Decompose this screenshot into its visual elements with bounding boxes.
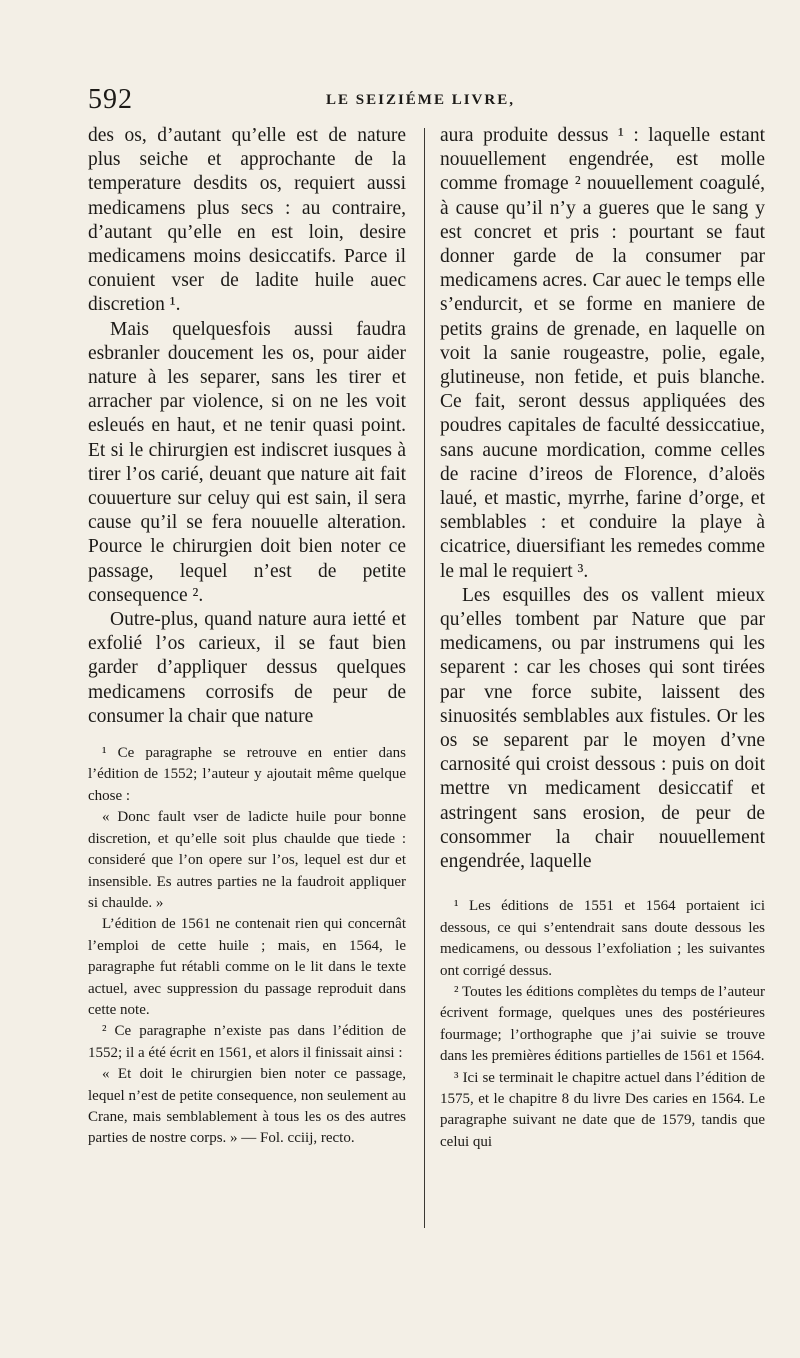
body-paragraph: Outre-plus, quand nature aura ietté et exfolié l’os carieux, il se faut bien garder d’appliquer dessus quelques medicamens corrosifs de peur de consumer la chair que nature	[88, 609, 406, 727]
left-footnotes	[88, 743, 406, 1150]
right-body-text	[440, 124, 765, 874]
right-footnotes	[440, 896, 765, 1153]
footnote: ¹ Ce paragraphe se retrouve en entier dans l’édition de 1552; l’auteur y ajoutait même quelque chose :	[88, 745, 406, 804]
body-paragraph: aura produite dessus ¹ : laquelle estant nouuellement engendrée, est molle comme fromage ² nouuellement coagulé, à cause qu’il n’y a gueres que le sang y est concret et pris : pourtant se faut donner garde de la consumer par medicamens acres. Car auec le temps elle s’endurcit, et se forme en maniere de petits grains de grenade, en laquelle on voit la sanie rougeastre, polie, egale, glutineuse, non fetide, et puis blanche. Ce fait, seront dessus appliquées des poudres capitales de faculté dessiccatiue, sans aucune mordication, comme celles de racine d’ireos de Florence, d’aloës laué, et mastic, myrrhe, farine d’orge, et semblables : et conduire la playe à cicatrice, diuersifiant les remedes comme le mal le requiert ³.	[440, 125, 765, 582]
left-column	[88, 124, 406, 1150]
footnote-quote: « Et doit le chirurgien bien noter ce passage, lequel n’est de petite consequence, non seulement au Crane, mais semblablement à tous les os des autres parties de nostre corps. » — Fol. cciij, recto.	[88, 1066, 406, 1147]
footnote: ³ Ici se terminait le chapitre actuel dans l’édition de 1575, et le chapitre 8 du livre Des caries en 1564. Le paragraphe suivant ne date que de 1579, tandis que celui qui	[440, 1069, 765, 1150]
footnote: ² Ce paragraphe n’existe pas dans l’édition de 1552; il a été écrit en 1561, et alors il finissait ainsi :	[88, 1023, 406, 1061]
left-body-text	[88, 124, 406, 729]
running-head: LE SEIZIÉME LIVRE,	[326, 92, 515, 108]
footnote: ¹ Les éditions de 1551 et 1564 portaient ici dessous, ce qui s’entendrait sans doute dessous les medicamens, ou dessous l’exfoliation ; les suivantes ont corrigé dessus.	[440, 898, 765, 979]
body-paragraph: des os, d’autant qu’elle est de nature plus seiche et approchante de la temperature desdits os, requiert aussi medicamens plus secs : au contraire, d’autant qu’elle en est loin, desire medicamens moins desiccatifs. Parce il conuient vser de ladite huile auec discretion ¹.	[88, 125, 406, 316]
footnote: ² Toutes les éditions complètes du temps de l’auteur écrivent formage, quelques unes des postérieures fourmage; l’orthographe que j’ai suivie se trouve dans les premières éditions partielles de 1561 et 1564.	[440, 983, 765, 1065]
footnote: L’édition de 1561 ne contenait rien qui concernât l’emploi de cette huile ; mais, en 1564, le paragraphe fut rétabli comme on le lit dans le texte actuel, avec suppression du passage reproduit dans cette note.	[88, 916, 406, 1018]
page-header	[88, 84, 748, 120]
page-number: 592	[88, 84, 133, 115]
right-column	[440, 124, 765, 1153]
body-paragraph: Mais quelquesfois aussi faudra esbranler doucement les os, pour aider nature à les separer, sans les tirer et arracher par violence, si on ne les voit esleués en haut, et ne tenir quasi point. Et si le chirurgien est indiscret iusques à tirer l’os carié, deuant que nature ait fait couuerture sur celuy qui est sain, il sera cause qu’il se fera nouuelle alteration. Pource le chirurgien doit bien noter ce passage, lequel n’est de petite consequence ².	[88, 318, 406, 606]
footnote-quote: « Donc fault vser de ladicte huile pour bonne discretion, et qu’elle soit plus chaulde que tiede : consideré que l’on opere sur l’os, lequel est dur et insensible. Es autres parties ne la faudroit appliquer si chaulde. »	[88, 809, 406, 911]
column-divider	[424, 128, 425, 1228]
body-paragraph: Les esquilles des os vallent mieux qu’elles tombent par Nature que par medicamens, ou par instrumens qui les separent : car les choses qui sont tirées par vne force subite, laissent des sinuosités semblables aux fistules. Or les os se separent par le moyen d’vne carnosité qui croist dessous : puis on doit mettre vn medicament desiccatif et astringent sans erosion, de peur de consommer la chair nouuellement engendrée, laquelle	[440, 584, 765, 873]
